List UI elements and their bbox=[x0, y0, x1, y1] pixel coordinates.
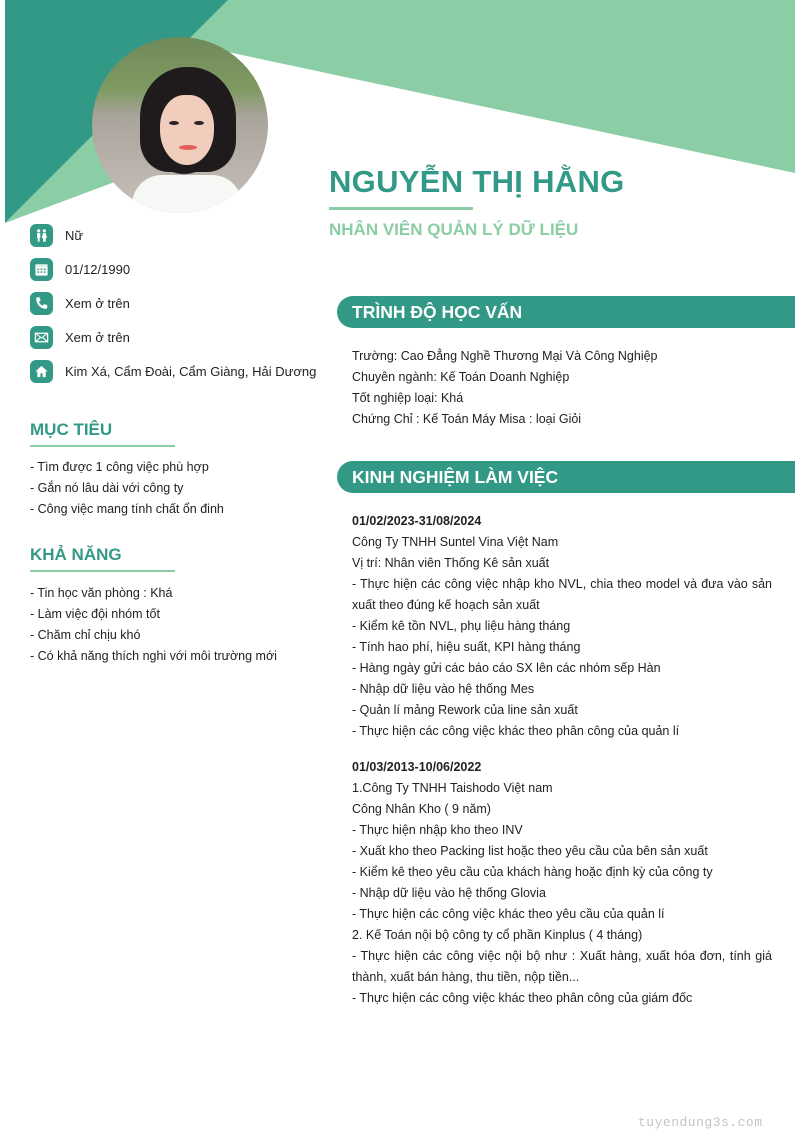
education-details bbox=[352, 346, 782, 430]
watermark: tuyendung3s.com bbox=[638, 1115, 763, 1130]
job-period: 01/02/2023-31/08/2024 bbox=[352, 514, 482, 528]
skill-item: - Chăm chỉ chịu khó bbox=[30, 628, 141, 642]
job-title: NHÂN VIÊN QUẢN LÝ DỮ LIỆU bbox=[329, 220, 579, 239]
phone-value: Xem ở trên bbox=[65, 295, 130, 311]
email-value: Xem ở trên bbox=[65, 329, 130, 345]
job-company: 2. Kế Toán nội bộ công ty cổ phần Kinplus ( 4 tháng) bbox=[352, 928, 643, 942]
phone-icon bbox=[30, 292, 53, 315]
skills-title: KHẢ NĂNG bbox=[30, 545, 122, 564]
gender-icon bbox=[30, 224, 53, 247]
name-divider bbox=[329, 207, 473, 210]
job-duty: - Thực hiện các công việc khác theo phân công của giám đốc bbox=[352, 991, 693, 1005]
job-duty: - Hàng ngày gửi các báo cáo SX lên các nhóm sếp Hàn bbox=[352, 661, 661, 675]
address-value: Kim Xá, Cẩm Đoài, Cẩm Giàng, Hải Dương bbox=[65, 363, 317, 379]
contact-email bbox=[30, 326, 320, 348]
education-grade: Tốt nghiệp loại: Khá bbox=[352, 391, 464, 405]
email-icon bbox=[30, 326, 53, 349]
objective-divider bbox=[30, 445, 175, 447]
job-duty: - Nhập dữ liệu vào hệ thống Glovia bbox=[352, 886, 546, 900]
skill-item: - Làm việc đội nhóm tốt bbox=[30, 607, 160, 621]
home-icon bbox=[30, 360, 53, 383]
job-position: Vị trí: Nhân viên Thống Kê sản xuất bbox=[352, 556, 550, 570]
job-duty: - Thực hiện các công việc khác theo yêu cầu của quản lí bbox=[352, 907, 665, 921]
objective-item: - Công việc mang tính chất ổn đinh bbox=[30, 502, 224, 516]
job-duty: - Kiểm kê theo yêu cầu của khách hàng hoặc định kỳ của công ty bbox=[352, 865, 713, 879]
job-duty: - Quản lí mảng Rework của line sản xuất bbox=[352, 703, 578, 717]
experience-job-1 bbox=[352, 511, 772, 742]
skill-item: - Có khả năng thích nghi với môi trường mới bbox=[30, 649, 277, 663]
gender-value: Nữ bbox=[65, 227, 84, 243]
photo-shirt bbox=[132, 175, 242, 213]
job-duty: - Thực hiện các công việc khác theo phân công của quản lí bbox=[352, 724, 680, 738]
profile-photo bbox=[92, 37, 268, 213]
photo-eye bbox=[169, 121, 179, 125]
calendar-icon bbox=[30, 258, 53, 281]
objective-list bbox=[30, 457, 320, 520]
skill-item: - Tin học văn phòng : Khá bbox=[30, 586, 173, 600]
experience-title: KINH NGHIỆM LÀM VIỆC bbox=[352, 467, 559, 487]
experience-header bbox=[337, 461, 795, 493]
objective-item: - Gắn nó lâu dài với công ty bbox=[30, 481, 184, 495]
contact-gender bbox=[30, 224, 320, 246]
job-duty: - Thực hiện các công việc nhập kho NVL, chia theo model và đưa vào sản xuất theo đúng kế hoạch sản xuất bbox=[352, 577, 772, 612]
job-company: Công Ty TNHH Suntel Vina Việt Nam bbox=[352, 535, 559, 549]
birthdate-value: 01/12/1990 bbox=[65, 261, 131, 277]
education-certificate: Chứng Chỉ : Kế Toán Máy Misa : loại Giỏi bbox=[352, 412, 582, 426]
contact-phone bbox=[30, 292, 320, 314]
job-duty: - Thực hiện nhập kho theo INV bbox=[352, 823, 523, 837]
objective-item: - Tìm được 1 công việc phù hợp bbox=[30, 460, 209, 474]
photo-face bbox=[160, 95, 214, 165]
education-school: Trường: Cao Đẳng Nghề Thương Mại Và Công Nghiệp bbox=[352, 349, 658, 363]
contact-birthdate bbox=[30, 258, 320, 280]
job-duty: - Kiểm kê tồn NVL, phụ liệu hàng tháng bbox=[352, 619, 571, 633]
job-duty: - Xuất kho theo Packing list hoặc theo yêu cầu của bên sản xuất bbox=[352, 844, 708, 858]
skills-list bbox=[30, 583, 320, 667]
job-period: 01/03/2013-10/06/2022 bbox=[352, 760, 482, 774]
education-major: Chuyên ngành: Kế Toán Doanh Nghiệp bbox=[352, 370, 570, 384]
education-header bbox=[337, 296, 795, 328]
candidate-name: NGUYỄN THỊ HẰNG bbox=[329, 164, 625, 199]
job-duty: - Nhập dữ liệu vào hệ thống Mes bbox=[352, 682, 535, 696]
job-duty: - Thực hiện các công việc nội bộ như : Xuất hàng, xuất hóa đơn, tính giá thành, xuất bán hàng, thu tiền, nộp tiền... bbox=[352, 949, 772, 984]
skills-divider bbox=[30, 570, 175, 572]
contact-list bbox=[30, 224, 320, 394]
photo-lips bbox=[179, 145, 197, 150]
experience-job-2 bbox=[352, 757, 772, 1009]
job-company: 1.Công Ty TNHH Taishodo Việt nam bbox=[352, 781, 553, 795]
objective-title: MỤC TIÊU bbox=[30, 420, 113, 439]
education-title: TRÌNH ĐỘ HỌC VẤN bbox=[352, 302, 523, 322]
job-position: Công Nhân Kho ( 9 năm) bbox=[352, 802, 491, 816]
photo-eye bbox=[194, 121, 204, 125]
contact-address bbox=[30, 360, 320, 382]
job-duty: - Tính hao phí, hiệu suất, KPI hàng tháng bbox=[352, 640, 581, 654]
